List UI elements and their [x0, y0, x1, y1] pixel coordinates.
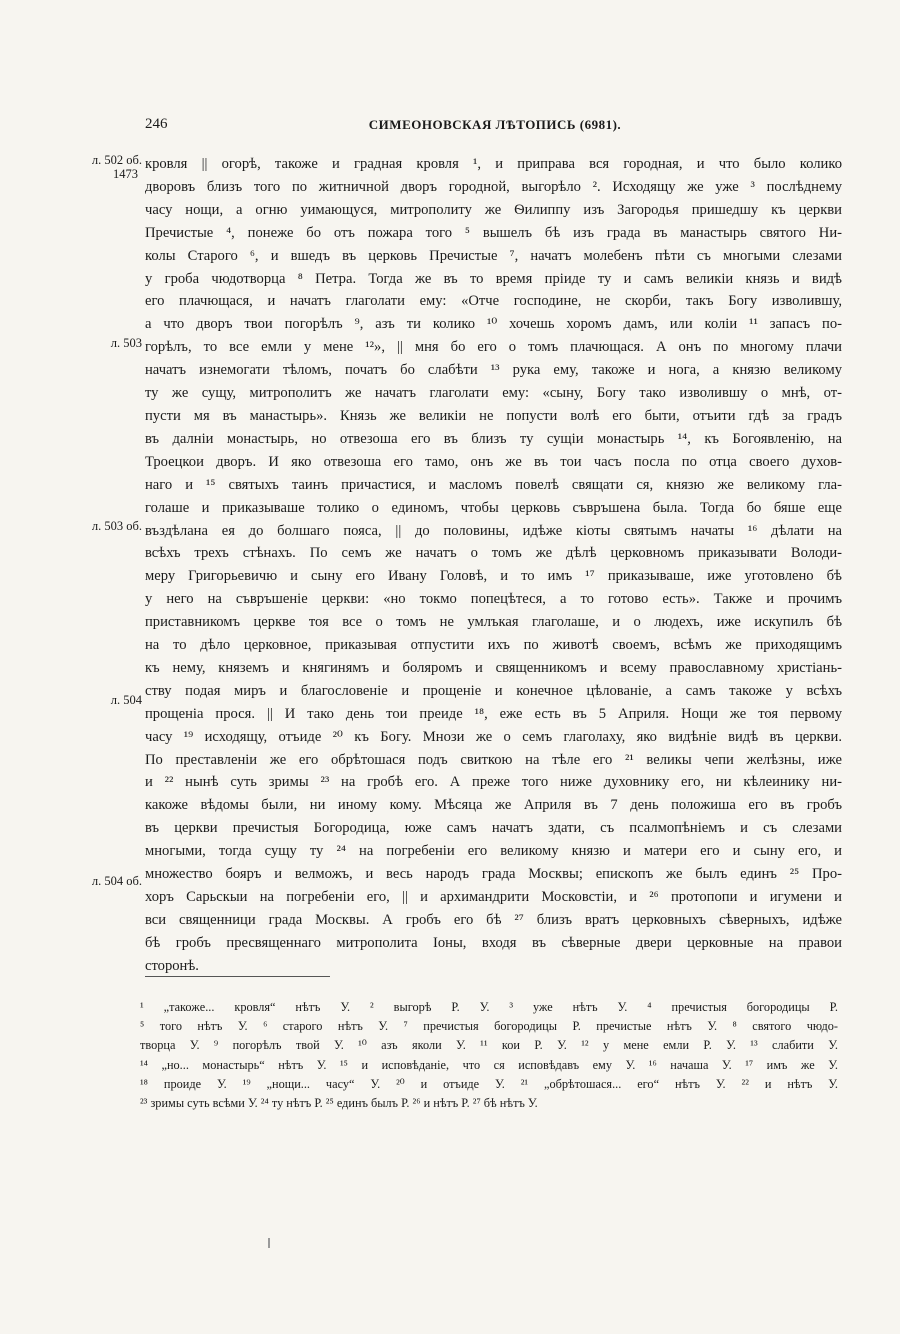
stray-mark [268, 1238, 270, 1248]
footnote-line: ¹ „такожe... кровля“ нѣтъ У. ² выгорѣ Р. У. ³ уже нѣтъ У. ⁴ пречистыя богородицы Р. [140, 1000, 838, 1014]
main-text [145, 153, 842, 978]
text-line: начатъ изнемогати тѣломъ, початъ бо слабѣти ¹³ рука ему, такожe и нога, а князю великому [145, 362, 842, 379]
page-header [145, 116, 845, 138]
text-line: кровля || огорѣ, такожe и градная кровля ¹, и приправа вся городная, и что было колико [145, 156, 842, 172]
footnote-line: ¹⁴ „но... монастырь“ нѣтъ У. ¹⁵ и исповѣданіе, что ся исповѣдавъ ему У. ¹⁶ начаша У. ¹⁷ имъ же У. [140, 1057, 838, 1072]
folio-note: л. 504 [110, 693, 142, 707]
text-line: и ²² нынѣ суть зримы ²³ на гробѣ его. А преже того ниже духовнику его, ни кѣлеинику ни- [145, 774, 842, 791]
footnote-line: ²³ зримы суть всѣми У. ²⁴ ту нѣтъ Р. ²⁵ единъ былъ Р. ²⁶ и нѣтъ Р. ²⁷ бѣ нѣтъ У. [140, 1096, 538, 1111]
folio-note: л. 503 об. [91, 519, 142, 533]
text-line: По преставленіи же его обрѣтошася подъ свиткою на тѣле его ²¹ великы чепи желѣзны, иже [145, 751, 842, 768]
footnotes [140, 998, 838, 1113]
footnote-line: творца У. ⁹ погорѣлъ твой У. ¹⁰ азъ яколи У. ¹¹ кои Р. У. ¹² у мене емли Р. У. ¹³ слабити У. [140, 1038, 838, 1053]
folio-note: л. 504 об. [91, 874, 142, 888]
text-line: вси священници града Москвы. А гробъ его бѣ ²⁷ близъ вратъ церковныхъ сѣверныхъ, идѣже [145, 911, 842, 928]
running-title: СИМЕОНОВСКАЯ ЛѢТОПИСЬ (6981). [368, 117, 622, 132]
text-line: ту же сущу, митрополитъ же начатъ глаголати ему: «сыну, Богу тако изволившу о мнѣ, от- [145, 385, 842, 402]
text-line: у гроба чюдотворца ⁸ Петра. Тогда же въ то время пріиде ту и самъ великіи князь и видѣ [145, 270, 842, 287]
footnote-divider [145, 976, 330, 977]
text-line: его плачющася, и начатъ глаголати ему: «Отче господине, не скорби, такъ Богу изволившу, [145, 293, 842, 310]
text-line: Пречистые ⁴, понеже бо отъ пожара того ⁵ вышелъ бѣ изъ града въ манастырь святого Ни- [145, 224, 842, 241]
text-line: какоже вѣдомы были, ни иному кому. Мѣсяца же Априля въ 7 день положиша его въ гробъ [145, 797, 842, 814]
text-line: въ церкви пречистыя Богородица, юже самъ начатъ здати, съ псалмопѣніемъ и съ слезами [145, 820, 842, 837]
text-line: ству подая миръ и благословеніе и прощеніе и конечное цѣлованіе, а самъ такожe у всѣхъ [145, 682, 842, 699]
footnote-line: ¹⁸ проиде У. ¹⁹ „нощи... часу“ У. ²⁰ и отъиде У. ²¹ „обрѣтошася... его“ нѣтъ У. ²² и нѣтъ У. [140, 1076, 838, 1091]
text-line: къ нему, княземъ и княгинямъ и боляромъ и священникомъ и всему православному христіань- [145, 659, 842, 676]
text-line: многыми, тогда сущу ту ²⁴ на погребеніи его великому князю и матери его и сыну его, и [145, 843, 842, 860]
text-line: сторонѣ. [145, 957, 199, 974]
text-line: часу ¹⁹ исходящу, отъиде ²⁰ къ Богу. Мнози же о семъ глаголаху, яко видѣніе видѣ въ церкви. [145, 728, 842, 745]
folio-note: л. 502 об. [91, 153, 142, 167]
text-line: всѣхъ трехъ стѣнахъ. По семъ же начатъ о томъ же дѣлѣ церковномъ приказывати Володи- [145, 545, 842, 562]
text-line: множество бояръ и велможъ, и весь народъ града Москвы; епископъ же былъ единъ ²⁵ Про- [145, 866, 842, 883]
text-line: а что дворъ твои погорѣлъ ⁹, азъ ти колико ¹⁰ хочешь хоромъ дамъ, или коліи ¹¹ запасъ по- [145, 316, 842, 333]
text-line: меру Григорьевичю и сыну его Ивану Головѣ, и то имъ ¹⁷ приказываше, иже уготовлено бѣ [145, 568, 842, 585]
text-line: пусти мя въ манастырь». Князь же великіи не попусти волѣ его быти, отъити гдѣ за градъ [145, 407, 842, 424]
page-number: 246 [145, 116, 168, 132]
text-line: горѣлъ, то все емли у мене ¹²», || мня бо его о томъ плачющася. А онъ по многому плачи [145, 339, 842, 356]
folio-note: л. 503 [110, 336, 142, 350]
text-line: Троецкои дворъ. И яко отвезоша его тамо, онъ же въ тои часъ посла по отца своего духов- [145, 453, 842, 470]
text-line: хоръ Сарьскыи на погребеніи его, || и архимандрити Московстіи, и ²⁶ протопопи и игумени и [145, 889, 842, 905]
text-line: голаше и приказываше толико о единомъ, чтобы церковь съвръшена была. Тогда бо бяше еще [145, 499, 842, 516]
text-line: часу нощи, а огню уимающуся, митрополиту же Ѳилиппу изъ Загородья пришедшу къ церкви [145, 201, 842, 218]
text-line: приставникомъ церкве тоя все о томъ не умлъкая глаголаше, и о людехъ, иже искупилъ бѣ [145, 614, 842, 631]
text-line: наго и ¹⁵ святыхъ таинъ причастися, и масломъ повелѣ свящати ся, князю же великому гла- [145, 476, 842, 493]
text-line: прощеніа прося. || И тако день тои преиде ¹⁸, еже есть въ 5 Априля. Нощи же тоя первому [145, 705, 842, 722]
text-line: на то дѣло церковное, приказывая отпустити ихъ по животѣ своемъ, всѣмъ же приходящимъ [145, 637, 842, 654]
text-line: въздѣлана ея до болшаго пояса, || до половины, идѣже кіоты святымъ начаты ¹⁶ дѣлати на [145, 522, 842, 539]
year-note: 1473 [113, 167, 138, 181]
footnote-line: ⁵ того нѣтъ У. ⁶ старого нѣтъ У. ⁷ пречистыя богородицы Р. пречистые нѣтъ У. ⁸ святого чюдо- [140, 1019, 838, 1034]
text-line: бѣ гробъ пресвященнаго митрополита Іоны, входя въ сѣверные двери церковные на правои [145, 934, 842, 951]
text-line: въ далніи монастырь, но отвезоша его въ близъ ту сущіи монастырь ¹⁴, къ Богоявленію, на [145, 430, 842, 447]
text-line: колы Старого ⁶, и вшедъ въ церковь Пречистые ⁷, начатъ молебенъ пѣти съ многыми слезами [145, 247, 842, 264]
text-line: дворовъ близъ того по житничной дворъ городной, выгорѣло ². Исходящу же уже ³ послѣднему [145, 178, 842, 195]
text-line: у него на съвръшеніе церкви: «но токмо попецѣтеся, а то готово есть». Также и прочимъ [145, 591, 842, 608]
